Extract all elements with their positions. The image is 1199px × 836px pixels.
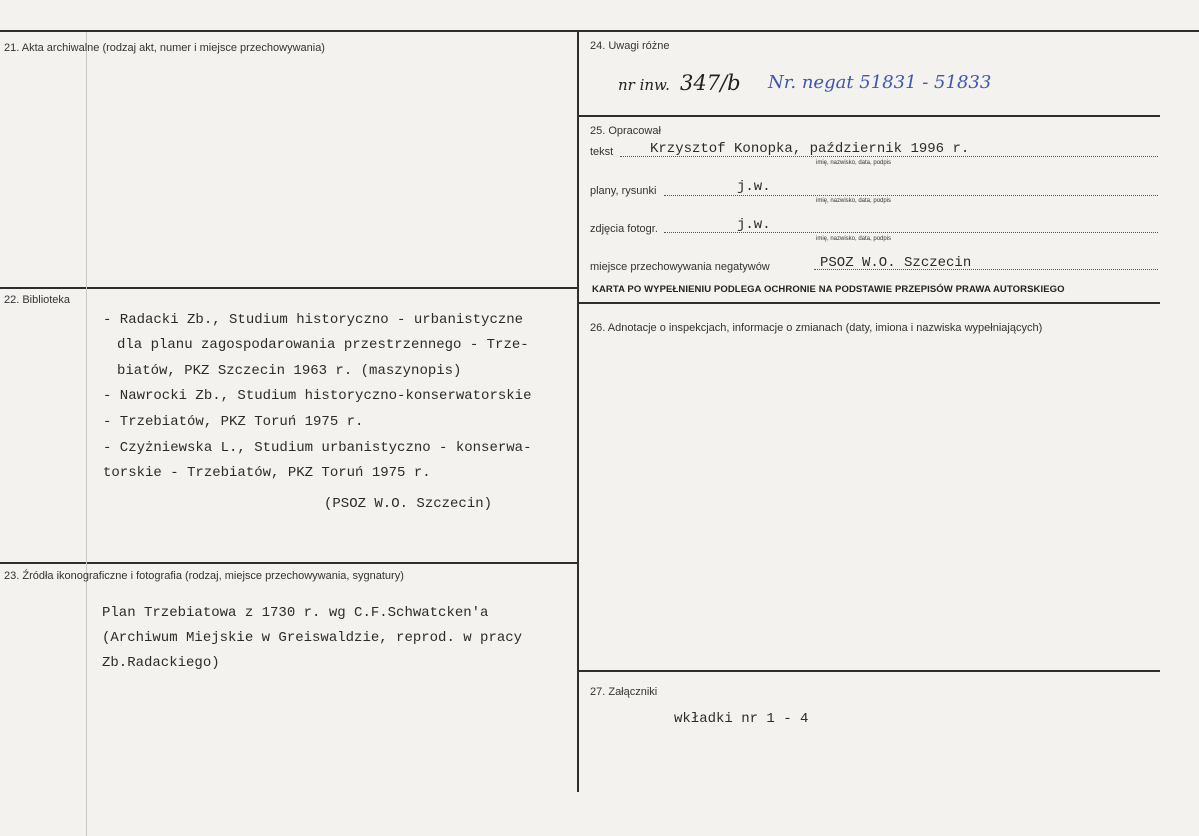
bibliography-line: biatów, PKZ Szczecin 1963 r. (maszynopis) xyxy=(117,363,462,379)
negative-numbers: Nr. negat 51831 - 51833 xyxy=(768,72,992,93)
attachments-value: wkładki nr 1 - 4 xyxy=(674,711,809,727)
tekst-hint: imię, nazwisko, data, podpis xyxy=(816,160,892,166)
negatywy-label: miejsce przechowywania negatywów xyxy=(590,261,770,273)
section-22-label: 22. Biblioteka xyxy=(4,294,71,306)
iconography-line: (Archiwum Miejskie w Greiswaldzie, reprod. w pracy xyxy=(102,630,523,646)
divider-26-27 xyxy=(578,670,1160,672)
inventory-prefix: nr inw. xyxy=(618,76,670,94)
divider-25-26 xyxy=(578,302,1160,304)
section-27-label: 27. Załączniki xyxy=(590,686,658,698)
iconography-line: Zb.Radackiego) xyxy=(102,655,220,671)
bibliography-line: - Radacki Zb., Studium historyczno - urbanistyczne xyxy=(103,312,524,328)
tekst-label: tekst xyxy=(590,146,614,158)
bibliography-line: - Czyżniewska L., Studium urbanistyczno - konserwa- xyxy=(103,440,532,456)
bibliography-line: - Nawrocki Zb., Studium historyczno-konserwatorskie xyxy=(103,388,532,404)
binding-margin-line xyxy=(86,32,87,836)
negatywy-value: PSOZ W.O. Szczecin xyxy=(820,255,972,271)
column-divider xyxy=(577,30,579,792)
iconography-line: Plan Trzebiatowa z 1730 r. wg C.F.Schwatcken'a xyxy=(102,605,489,621)
section-26-label: 26. Adnotacje o inspekcjach, informacje o zmianach (daty, imiona i nazwiska wypełniających) xyxy=(590,322,1043,334)
section-23-label: 23. Źródła ikonograficzne i fotografia (rodzaj, miejsce przechowywania, sygnatury) xyxy=(4,570,404,582)
plany-dotted-line xyxy=(664,195,1158,196)
zdjecia-value: j.w. xyxy=(737,217,771,233)
section-21-label: 21. Akta archiwalne (rodzaj akt, numer i miejsce przechowywania) xyxy=(4,42,325,54)
bibliography-line: torskie - Trzebiatów, PKZ Toruń 1975 r. xyxy=(103,465,431,481)
bibliography-line: dla planu zagospodarowania przestrzennego - Trze- xyxy=(117,337,529,353)
bibliography-line: (PSOZ W.O. Szczecin) xyxy=(324,496,493,512)
tekst-value: Krzysztof Konopka, październik 1996 r. xyxy=(650,141,970,157)
copyright-notice: KARTA PO WYPEŁNIENIU PODLEGA OCHRONIE NA PODSTAWIE PRZEPISÓW PRAWA AUTORSKIEGO xyxy=(592,284,1065,295)
divider-24-25 xyxy=(578,115,1160,117)
zdjecia-hint: imię, nazwisko, data, podpis xyxy=(816,236,892,242)
plany-label: plany, rysunki xyxy=(590,185,657,197)
plany-value: j.w. xyxy=(737,179,771,195)
zdjecia-label: zdjęcia fotogr. xyxy=(590,223,658,235)
inventory-number: 347/b xyxy=(680,71,741,95)
top-border xyxy=(0,30,1199,32)
bibliography-line: - Trzebiatów, PKZ Toruń 1975 r. xyxy=(103,414,364,430)
section-24-label: 24. Uwagi różne xyxy=(590,40,670,52)
plany-hint: imię, nazwisko, data, podpis xyxy=(816,198,892,204)
section-25-label: 25. Opracował xyxy=(590,125,661,137)
